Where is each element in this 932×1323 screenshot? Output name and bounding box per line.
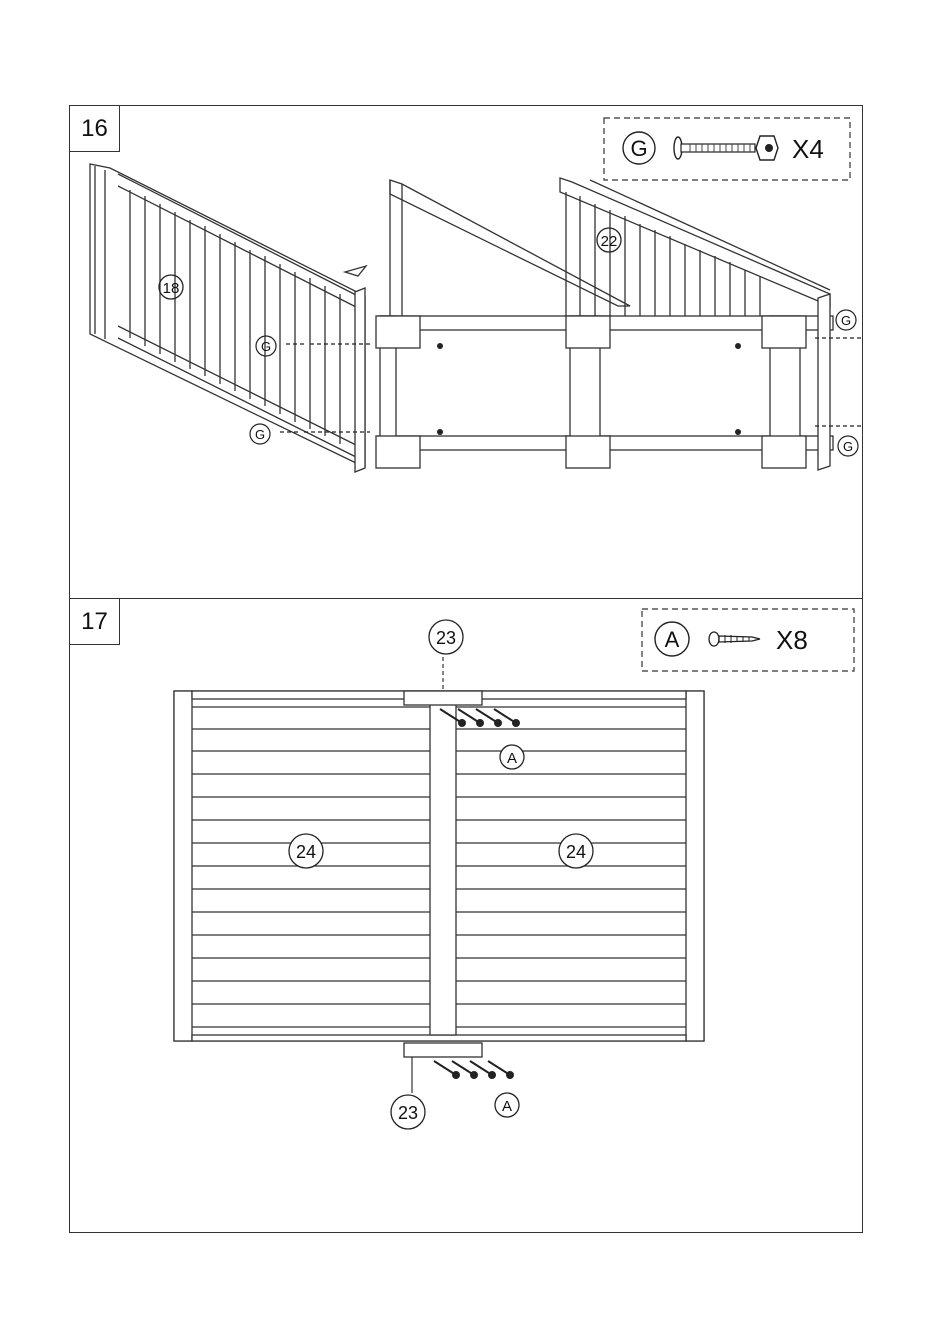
part-label-23-bottom: 23: [397, 1103, 419, 1123]
hardware-quantity: X8: [776, 625, 808, 655]
part-label-22: 22: [600, 233, 618, 250]
step-16-panel: [69, 105, 863, 599]
panel-part-18: [90, 164, 366, 472]
callout-g-1: G: [260, 339, 272, 354]
hardware-letter: G: [630, 136, 648, 161]
part-label-23-top: 23: [435, 628, 457, 648]
step-number: 16: [70, 106, 120, 152]
part-label-24-left: 24: [295, 842, 317, 862]
hardware-box: [642, 609, 854, 671]
part-label-24-right: 24: [565, 842, 587, 862]
callout-g-2: G: [254, 427, 266, 442]
hardware-letter: A: [664, 627, 680, 652]
screw-icon: [709, 632, 760, 646]
step-16-diagram: [70, 106, 864, 600]
step-17-diagram: [70, 599, 864, 1234]
part-label-18: 18: [162, 280, 180, 297]
hardware-box: [604, 118, 850, 180]
callout-g-4: G: [842, 439, 854, 454]
callout-a-top: A: [506, 750, 518, 767]
screws-bottom: [434, 1061, 513, 1078]
step-17-panel: [69, 598, 863, 1233]
callout-g-3: G: [840, 313, 852, 328]
bottom-frame: [376, 316, 833, 468]
bolt-icon: [674, 136, 778, 160]
callout-a-bottom: A: [501, 1098, 513, 1115]
step-number: 17: [70, 599, 120, 645]
hardware-quantity: X4: [792, 134, 824, 164]
